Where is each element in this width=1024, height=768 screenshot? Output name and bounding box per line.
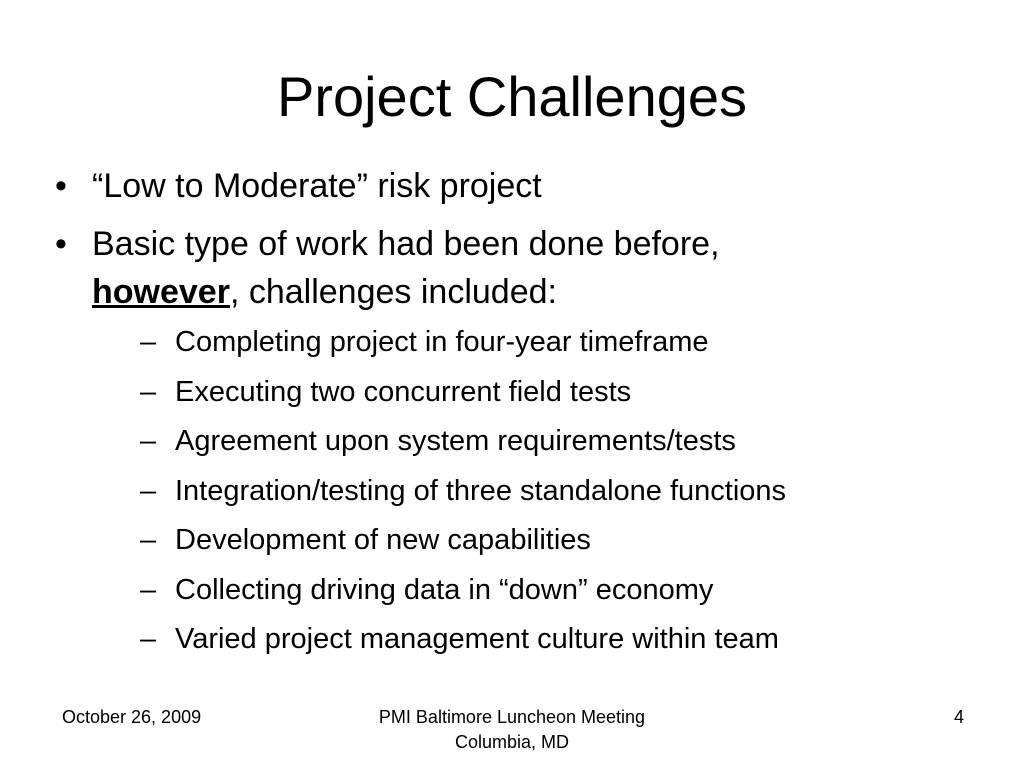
footer-page-number: 4: [953, 707, 964, 727]
footer-date: October 26, 2009: [62, 707, 202, 727]
sub-bullet-text: Agreement upon system requirements/tests: [175, 425, 736, 457]
sub-bullet-text: Executing two concurrent field tests: [175, 375, 632, 408]
bullet-text: “Low to Moderate” risk project: [92, 167, 542, 205]
sub-bullet-item: [92, 615, 955, 665]
sub-bullet-item: [92, 516, 955, 566]
sub-bullet-text: Completing project in four-year timeframe: [175, 326, 709, 358]
bullet-text-after: , challenges included:: [229, 273, 557, 311]
dash-icon: –: [140, 326, 157, 358]
dash-icon: –: [140, 474, 157, 507]
dash-icon: –: [140, 375, 157, 408]
sub-bullet-item: [92, 417, 955, 467]
bullet-text-before: Basic type of work had been done before,: [92, 225, 720, 263]
slide-body: [55, 162, 955, 675]
footer-event-line2: Columbia, MD: [454, 732, 570, 752]
sub-bullet-text: Development of new capabilities: [175, 524, 591, 556]
bullet-item: [55, 220, 955, 665]
footer-event: [312, 705, 712, 755]
bullet-text: [92, 220, 955, 316]
sub-bullet-text: Collecting driving data in “down” economy: [175, 573, 714, 606]
footer-event-line1: PMI Baltimore Luncheon Meeting: [378, 707, 646, 727]
sub-bullet-item: [92, 318, 955, 368]
sub-bullet-text: Varied project management culture within team: [175, 623, 779, 655]
sub-bullet-item: [92, 566, 955, 616]
slide-title: Project Challenges: [276, 65, 748, 128]
sub-bullet-list: [92, 318, 955, 665]
dash-icon: –: [140, 573, 157, 606]
bullet-emphasis: however: [92, 273, 230, 311]
sub-bullet-text: Integration/testing of three standalone functions: [175, 474, 787, 507]
sub-bullet-item: [92, 467, 955, 517]
dash-icon: –: [140, 425, 157, 457]
bullet-icon: •: [55, 167, 67, 205]
dash-icon: –: [140, 524, 157, 556]
bullet-icon: •: [55, 225, 67, 263]
sub-bullet-item: [92, 368, 955, 418]
dash-icon: –: [140, 623, 157, 655]
bullet-item: [55, 162, 955, 210]
